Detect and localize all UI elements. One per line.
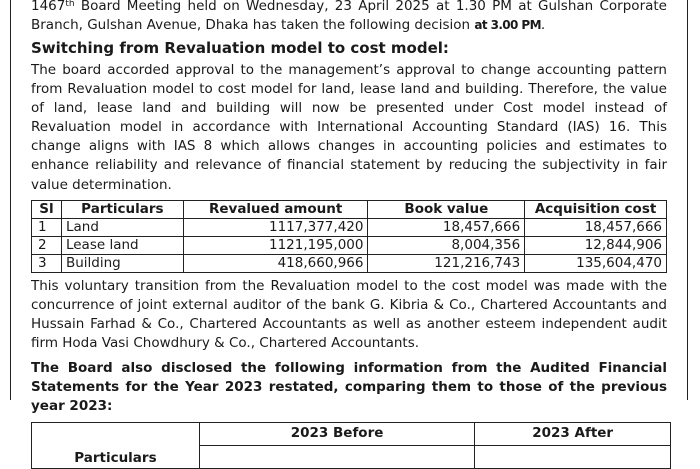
document-page — [10, 0, 688, 466]
cell-sl: 2 — [32, 236, 62, 254]
disclosure-note: The Board also disclosed the following information from the Audited Financial Statements for the Year 2023 restated, comparing them to those of the previous year 2023: — [31, 359, 667, 414]
audit-header-particulars: Particulars — [32, 422, 200, 468]
cell-sl: 1 — [32, 218, 62, 236]
section-heading: Switching from Revaluation model to cost model: — [31, 39, 449, 57]
intro-text: Board Meeting held on Wednesday, 23 April 2025 at 1.30 PM at Gulshan Corporate Branch, Gulshan Avenue, Dhaka has taken the following decision — [31, 0, 667, 33]
cell-particulars: Building — [61, 254, 183, 272]
intro-paragraph — [31, 0, 667, 35]
cell-sl: 3 — [32, 254, 62, 272]
header-sl: Sl — [32, 200, 62, 218]
header-book-value: Book value — [368, 200, 525, 218]
header-particulars: Particulars — [61, 200, 183, 218]
audit-subheader-after — [475, 445, 671, 468]
meeting-suffix: th — [65, 0, 75, 9]
audit-table-header-row — [32, 422, 671, 445]
cell-particulars: Land — [61, 218, 183, 236]
audit-header-2023-before: 2023 Before — [199, 422, 475, 445]
cell-book-value: 8,004,356 — [368, 236, 525, 254]
audit-subheader-before — [199, 445, 475, 468]
approval-paragraph: The board accorded approval to the management’s approval to change accounting pattern from Revaluation model to cost model for land, lease land and building. Therefore, the value of land, lease land and building will now be presented under Cost model instead of Revaluation model in accordance with International Accounting Standard (IAS) 16. This change aligns with IAS 8 which allows changes in accounting policies and estimates to enhance reliability and relevance of financial statement by reducing the subjectivity in fair value determination. — [31, 62, 667, 193]
audit-header-2023-after: 2023 After — [475, 422, 671, 445]
cell-book-value: 18,457,666 — [368, 218, 525, 236]
transition-paragraph: This voluntary transition from the Revaluation model to the cost model was made with the concurrence of joint external auditor of the bank G. Kibria & Co., Chartered Accountants and Hussain Farhad & Co., Chartered Accountants as well as another esteem independent audit firm Hoda Vasi Chowdhury & Co., Chartered Accountants. — [31, 277, 667, 351]
cell-particulars: Lease land — [61, 236, 183, 254]
cell-revalued-amount: 418,660,966 — [183, 254, 368, 272]
cell-acquisition-cost: 12,844,906 — [525, 236, 667, 254]
intro-period: . — [540, 17, 546, 33]
cell-acquisition-cost: 135,604,470 — [525, 254, 667, 272]
header-acquisition-cost: Acquisition cost — [525, 200, 667, 218]
table-row — [32, 236, 667, 254]
cell-book-value: 121,216,743 — [368, 254, 525, 272]
header-revalued-amount: Revalued amount — [183, 200, 368, 218]
cell-revalued-amount: 1117,377,420 — [183, 218, 368, 236]
audited-statement-table — [31, 422, 671, 469]
table-row — [32, 254, 667, 272]
decision-time: at 3.00 PM — [474, 18, 541, 32]
cell-acquisition-cost: 18,457,666 — [525, 218, 667, 236]
table-row — [32, 218, 667, 236]
asset-table-header-row — [32, 200, 667, 218]
asset-value-table — [31, 200, 667, 273]
cell-revalued-amount: 1121,195,000 — [183, 236, 368, 254]
meeting-number: 1467 — [31, 0, 66, 14]
